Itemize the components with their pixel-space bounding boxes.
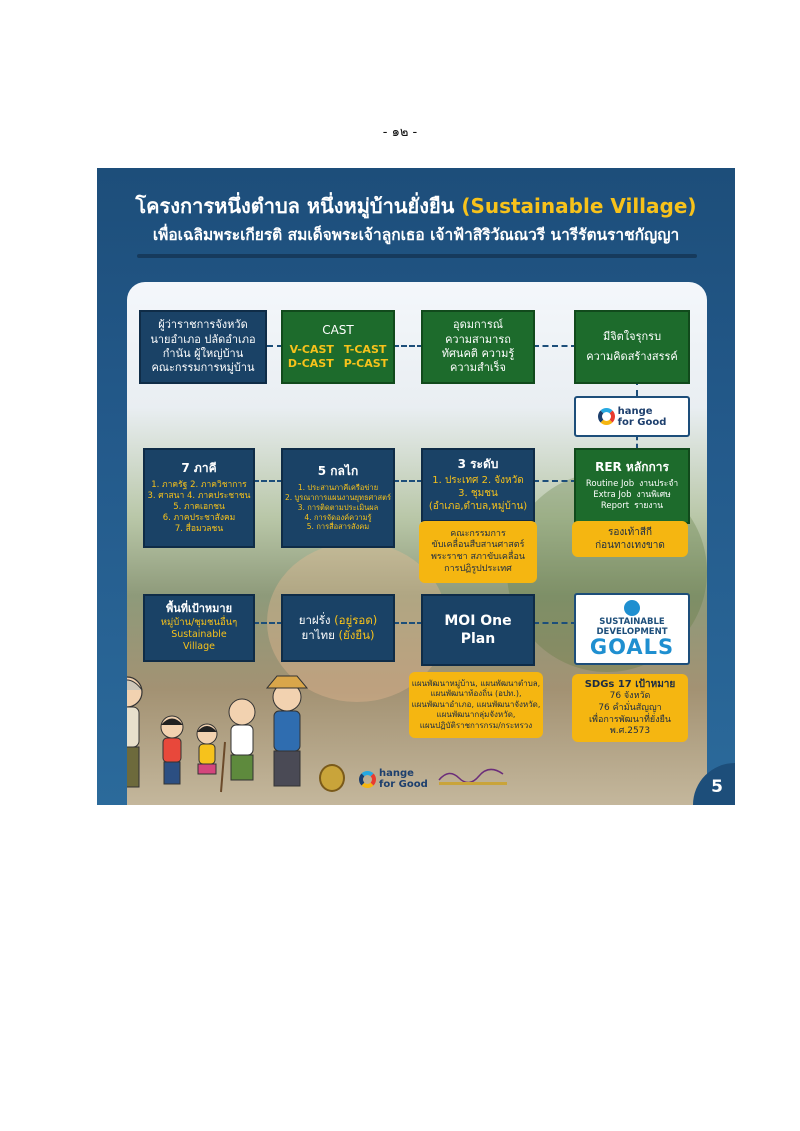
- infographic-slide: [97, 168, 735, 805]
- target-area-box: พื้นที่เป้าหมาย หมู่บ้าน/ชุมชนอื่นๆ Sustainable Village: [143, 594, 255, 662]
- page-number: - ๑๒ -: [382, 125, 418, 140]
- three-levels-box: 3 ระดับ 1. ประเทศ 2. จังหวัด 3. ชุมชน (อำเภอ,ตำบล,หมู่บ้าน): [421, 448, 535, 522]
- connector: [533, 345, 577, 347]
- slide-title: โครงการหนึ่งตำบล หนึ่งหมู่บ้านยั่งยืน (Sustainable Village): [135, 194, 697, 218]
- connector: [253, 480, 283, 482]
- connector: [393, 480, 423, 482]
- change-for-good-logo-icon: [598, 408, 615, 425]
- slide-subtitle: เพื่อเฉลิมพระเกียรติ สมเด็จพระเจ้าลูกเธอ เจ้าฟ้าสิริวัณณวรี นารีรัตนราชกัญญา: [152, 226, 680, 244]
- spirit-box: มีจิตใจรุกรบ ความคิดสร้างสรรค์: [574, 310, 690, 384]
- connector: [533, 480, 577, 482]
- connector: [533, 622, 577, 624]
- seven-parties-box: 7 ภาคี 1. ภาครัฐ 2. ภาควิชาการ 3. ศาสนา 4. ภาคประชาชน 5. ภาคเอกชน 6. ภาคประชาสังคม 7. สื่อมวลชน: [143, 448, 255, 548]
- connector: [253, 622, 283, 624]
- moi-one-plan-box: MOI One Plan: [421, 594, 535, 666]
- change-for-good-footer-logo: hange for Good: [359, 768, 428, 790]
- five-mechanisms-box: 5 กลไก 1. ประสานภาคีเครือข่าย 2. บูรณาการแผนงานยุทธศาสตร์ 3. การติดตามประเมินผล 4. การจัดองค์ความรู้ 5. การสื่อสารสังคม: [281, 448, 395, 548]
- signature-icon: [435, 766, 511, 788]
- medicine-box: ยาฝรั่ง (อยู่รอด) ยาไทย (ยั่งยืน): [281, 594, 395, 662]
- connector: [393, 622, 423, 624]
- boots-note: รองเท้าสีกี ก่อนทางเทงขาด: [572, 521, 688, 557]
- connector: [636, 435, 638, 449]
- change-for-good-footer-icon: [359, 771, 376, 788]
- connector: [393, 345, 423, 347]
- crest-logo-icon: [319, 764, 345, 792]
- rer-box: RER หลักการ Routine Job งานประจำ Extra Job งานพิเศษ Report รายงาน: [574, 448, 690, 524]
- committee-note: คณะกรรมการ ขับเคลื่อนสืบสานศาสตร์ พระราชา สภาขับเคลื่อน การปฏิรูปประเทศ: [419, 521, 537, 583]
- cartoon-family-illustration: [127, 662, 347, 805]
- officials-box: ผู้ว่าราชการจังหวัด นายอำเภอ ปลัดอำเภอ กำนัน ผู้ใหญ่บ้าน คณะกรรมการหมู่บ้าน: [139, 310, 267, 384]
- title-underline: [137, 254, 697, 258]
- change-for-good-card: hange for Good: [574, 396, 690, 437]
- content-panel: [127, 282, 707, 805]
- sdg-note: SDGs 17 เป้าหมาย 76 จังหวัด 76 คำมั่นสัญญา เพื่อการพัฒนาที่ยั่งยืน พ.ศ.2573: [572, 674, 688, 742]
- globe-icon: [624, 600, 640, 616]
- slide-number-badge: 5: [693, 763, 735, 805]
- ideology-box: อุดมการณ์ ความสามารถ ทัศนคติ ความรู้ ความสำเร็จ: [421, 310, 535, 384]
- sdg-logo-card: SUSTAINABLE DEVELOPMENT GOALS: [574, 593, 690, 665]
- plans-note: แผนพัฒนาหมู่บ้าน, แผนพัฒนาตำบล, แผนพัฒนาท้องถิ่น (อปท.), แผนพัฒนาอำเภอ, แผนพัฒนาจังหวัด, แผนพัฒนากลุ่มจังหวัด, แผนปฏิบัติราชการกรม/กระทรวง: [409, 672, 543, 738]
- signature-logo: [435, 766, 511, 788]
- cast-box: CAST V-CAST T-CAST D-CAST P-CAST: [281, 310, 395, 384]
